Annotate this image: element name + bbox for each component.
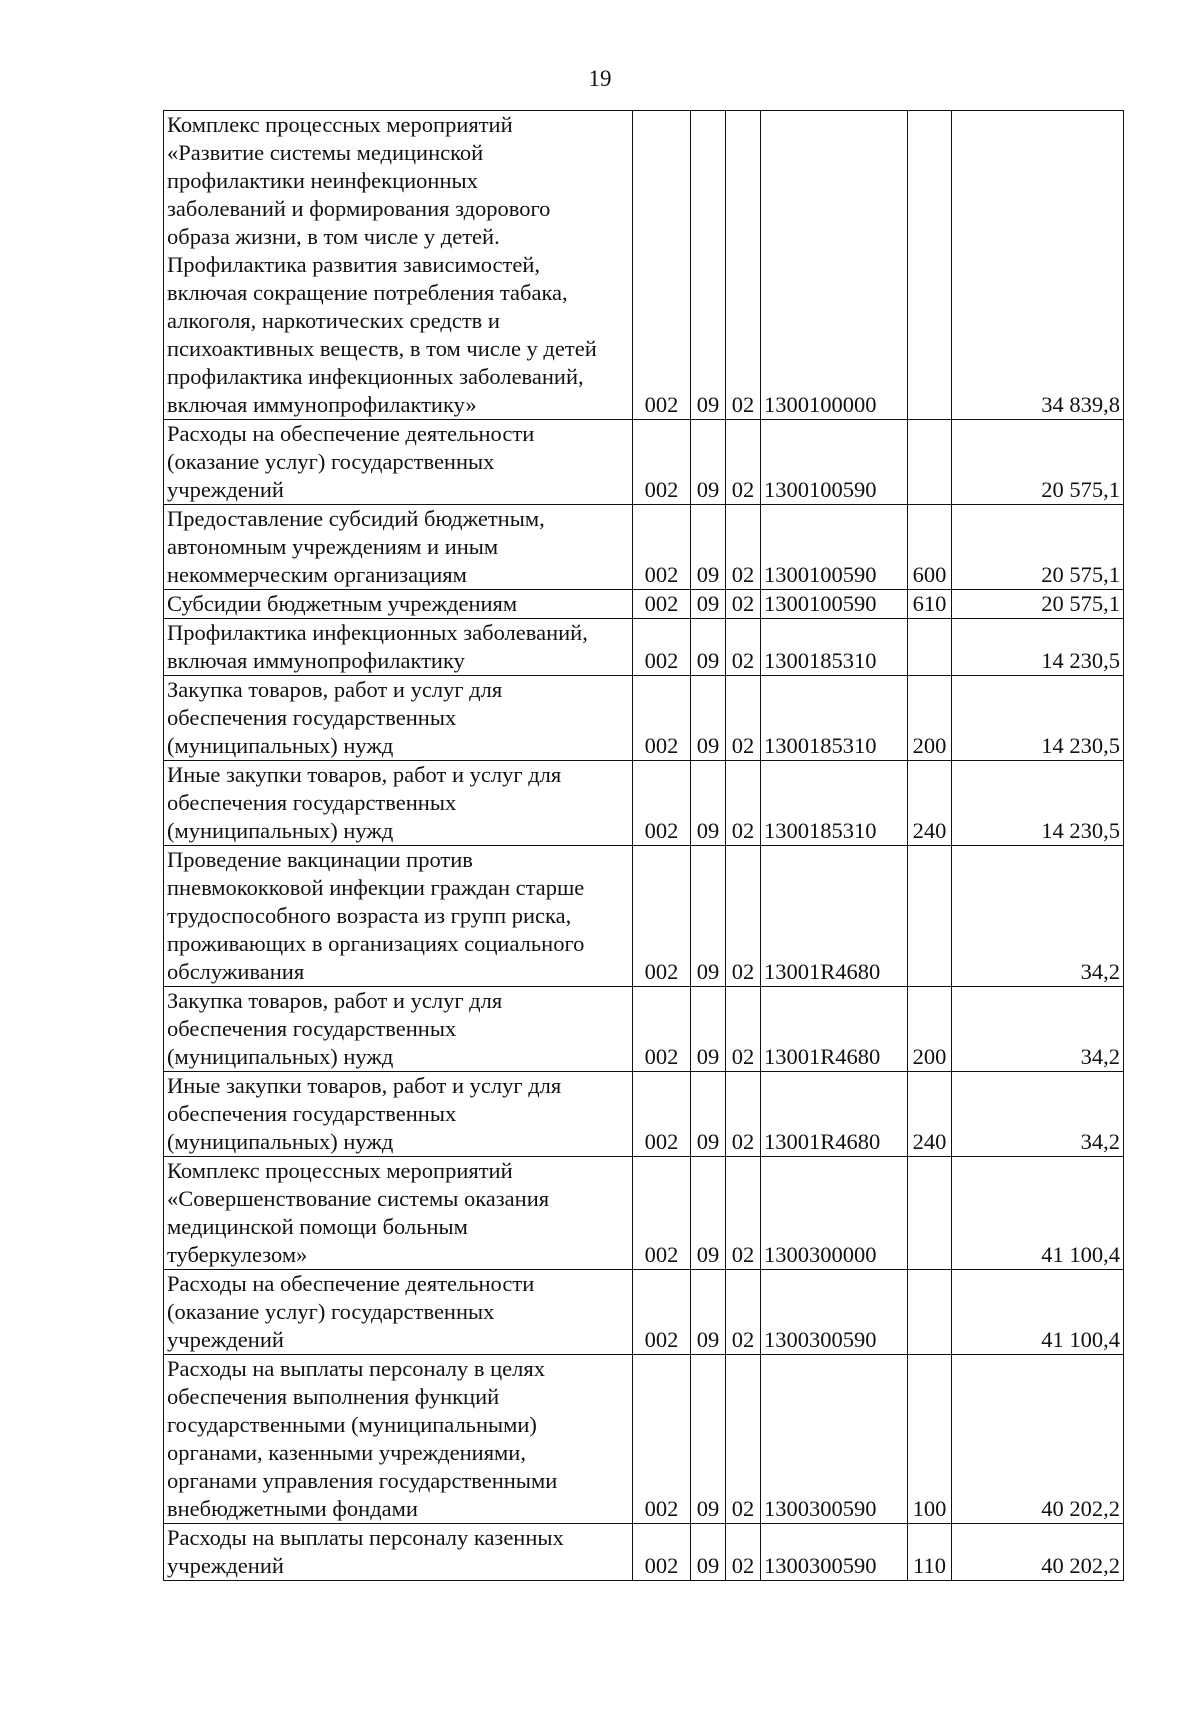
- section-code: 09: [691, 420, 726, 505]
- expense-type-code: 200: [908, 676, 952, 761]
- row-name: Иные закупки товаров, работ и услуг для обеспечения государственных (муниципальных) нужд: [164, 761, 633, 846]
- row-name: Закупка товаров, работ и услуг для обеспечения государственных (муниципальных) нужд: [164, 987, 633, 1072]
- target-article-code: 1300300590: [761, 1270, 908, 1355]
- section-code: 09: [691, 1157, 726, 1270]
- table-row: [164, 1072, 1124, 1157]
- subsection-code: 02: [726, 1524, 761, 1581]
- section-code: 09: [691, 1355, 726, 1524]
- target-article-code: 1300300000: [761, 1157, 908, 1270]
- table-row: [164, 1355, 1124, 1524]
- section-code: 09: [691, 1524, 726, 1581]
- row-name: Проведение вакцинации против пневмококковой инфекции граждан старше трудоспособного возраста из групп риска, проживающих в организациях социального обслуживания: [164, 846, 633, 987]
- admin-code: 002: [633, 111, 691, 420]
- admin-code: 002: [633, 1524, 691, 1581]
- row-name: Комплекс процессных мероприятий «Совершенствование системы оказания медицинской помощи больным туберкулезом»: [164, 1157, 633, 1270]
- row-name: Расходы на обеспечение деятельности (оказание услуг) государственных учреждений: [164, 1270, 633, 1355]
- table-row: [164, 619, 1124, 676]
- target-article-code: 1300300590: [761, 1524, 908, 1581]
- budget-table-body: [164, 111, 1124, 1581]
- row-name: Закупка товаров, работ и услуг для обеспечения государственных (муниципальных) нужд: [164, 676, 633, 761]
- target-article-code: 1300185310: [761, 619, 908, 676]
- subsection-code: 02: [726, 1072, 761, 1157]
- expense-type-code: [908, 619, 952, 676]
- table-row: [164, 505, 1124, 590]
- section-code: 09: [691, 590, 726, 619]
- sum-value: 40 202,2: [952, 1355, 1124, 1524]
- budget-table: [163, 110, 1124, 1581]
- subsection-code: 02: [726, 676, 761, 761]
- target-article-code: 1300100590: [761, 420, 908, 505]
- table-row: [164, 1157, 1124, 1270]
- section-code: 09: [691, 1072, 726, 1157]
- expense-type-code: [908, 1157, 952, 1270]
- section-code: 09: [691, 987, 726, 1072]
- sum-value: 14 230,5: [952, 761, 1124, 846]
- section-code: 09: [691, 761, 726, 846]
- admin-code: 002: [633, 590, 691, 619]
- table-row: [164, 111, 1124, 420]
- sum-value: 41 100,4: [952, 1270, 1124, 1355]
- target-article-code: 13001R4680: [761, 987, 908, 1072]
- admin-code: 002: [633, 1072, 691, 1157]
- subsection-code: 02: [726, 111, 761, 420]
- admin-code: 002: [633, 846, 691, 987]
- row-name: Расходы на обеспечение деятельности (оказание услуг) государственных учреждений: [164, 420, 633, 505]
- expense-type-code: 100: [908, 1355, 952, 1524]
- section-code: 09: [691, 676, 726, 761]
- admin-code: 002: [633, 676, 691, 761]
- sum-value: 34,2: [952, 987, 1124, 1072]
- table-row: [164, 1524, 1124, 1581]
- row-name: Профилактика инфекционных заболеваний, включая иммунопрофилактику: [164, 619, 633, 676]
- admin-code: 002: [633, 1270, 691, 1355]
- admin-code: 002: [633, 1355, 691, 1524]
- expense-type-code: 240: [908, 761, 952, 846]
- target-article-code: 13001R4680: [761, 1072, 908, 1157]
- subsection-code: 02: [726, 1355, 761, 1524]
- table-row: [164, 590, 1124, 619]
- expense-type-code: 200: [908, 987, 952, 1072]
- section-code: 09: [691, 619, 726, 676]
- subsection-code: 02: [726, 846, 761, 987]
- table-row: [164, 1270, 1124, 1355]
- admin-code: 002: [633, 619, 691, 676]
- row-name: Расходы на выплаты персоналу в целях обеспечения выполнения функций государственными (муниципальными) органами, казенными учреждениями, органами управления государственными внебюджетными фондами: [164, 1355, 633, 1524]
- expense-type-code: 600: [908, 505, 952, 590]
- table-row: [164, 846, 1124, 987]
- sum-value: 34,2: [952, 1072, 1124, 1157]
- target-article-code: 13001R4680: [761, 846, 908, 987]
- subsection-code: 02: [726, 619, 761, 676]
- expense-type-code: 240: [908, 1072, 952, 1157]
- subsection-code: 02: [726, 1157, 761, 1270]
- subsection-code: 02: [726, 761, 761, 846]
- row-name: Предоставление субсидий бюджетным, автономным учреждениям и иным некоммерческим организациям: [164, 505, 633, 590]
- sum-value: 40 202,2: [952, 1524, 1124, 1581]
- table-row: [164, 676, 1124, 761]
- section-code: 09: [691, 1270, 726, 1355]
- subsection-code: 02: [726, 505, 761, 590]
- table-row: [164, 987, 1124, 1072]
- row-name: Комплекс процессных мероприятий «Развитие системы медицинской профилактики неинфекционных заболеваний и формирования здорового образа жизни, в том числе у детей. Профилактика развития зависимостей, включая сокращение потребления табака, алкоголя, наркотических средств и психоактивных веществ, в том числе у детей профилактика инфекционных заболеваний, включая иммунопрофилактику»: [164, 111, 633, 420]
- row-name: Иные закупки товаров, работ и услуг для обеспечения государственных (муниципальных) нужд: [164, 1072, 633, 1157]
- table-row: [164, 761, 1124, 846]
- sum-value: 14 230,5: [952, 676, 1124, 761]
- section-code: 09: [691, 505, 726, 590]
- sum-value: 20 575,1: [952, 420, 1124, 505]
- subsection-code: 02: [726, 1270, 761, 1355]
- target-article-code: 1300185310: [761, 676, 908, 761]
- target-article-code: 1300300590: [761, 1355, 908, 1524]
- sum-value: 34,2: [952, 846, 1124, 987]
- target-article-code: 1300100590: [761, 505, 908, 590]
- row-name: Субсидии бюджетным учреждениям: [164, 590, 633, 619]
- admin-code: 002: [633, 1157, 691, 1270]
- sum-value: 14 230,5: [952, 619, 1124, 676]
- subsection-code: 02: [726, 987, 761, 1072]
- admin-code: 002: [633, 420, 691, 505]
- target-article-code: 1300185310: [761, 761, 908, 846]
- sum-value: 41 100,4: [952, 1157, 1124, 1270]
- sum-value: 20 575,1: [952, 505, 1124, 590]
- admin-code: 002: [633, 761, 691, 846]
- admin-code: 002: [633, 505, 691, 590]
- subsection-code: 02: [726, 420, 761, 505]
- page-number: 19: [588, 66, 612, 91]
- expense-type-code: [908, 1270, 952, 1355]
- subsection-code: 02: [726, 590, 761, 619]
- table-row: [164, 420, 1124, 505]
- row-name: Расходы на выплаты персоналу казенных учреждений: [164, 1524, 633, 1581]
- expense-type-code: [908, 420, 952, 505]
- section-code: 09: [691, 111, 726, 420]
- admin-code: 002: [633, 987, 691, 1072]
- expense-type-code: 610: [908, 590, 952, 619]
- target-article-code: 1300100590: [761, 590, 908, 619]
- expense-type-code: [908, 111, 952, 420]
- expense-type-code: 110: [908, 1524, 952, 1581]
- sum-value: 34 839,8: [952, 111, 1124, 420]
- section-code: 09: [691, 846, 726, 987]
- expense-type-code: [908, 846, 952, 987]
- target-article-code: 1300100000: [761, 111, 908, 420]
- sum-value: 20 575,1: [952, 590, 1124, 619]
